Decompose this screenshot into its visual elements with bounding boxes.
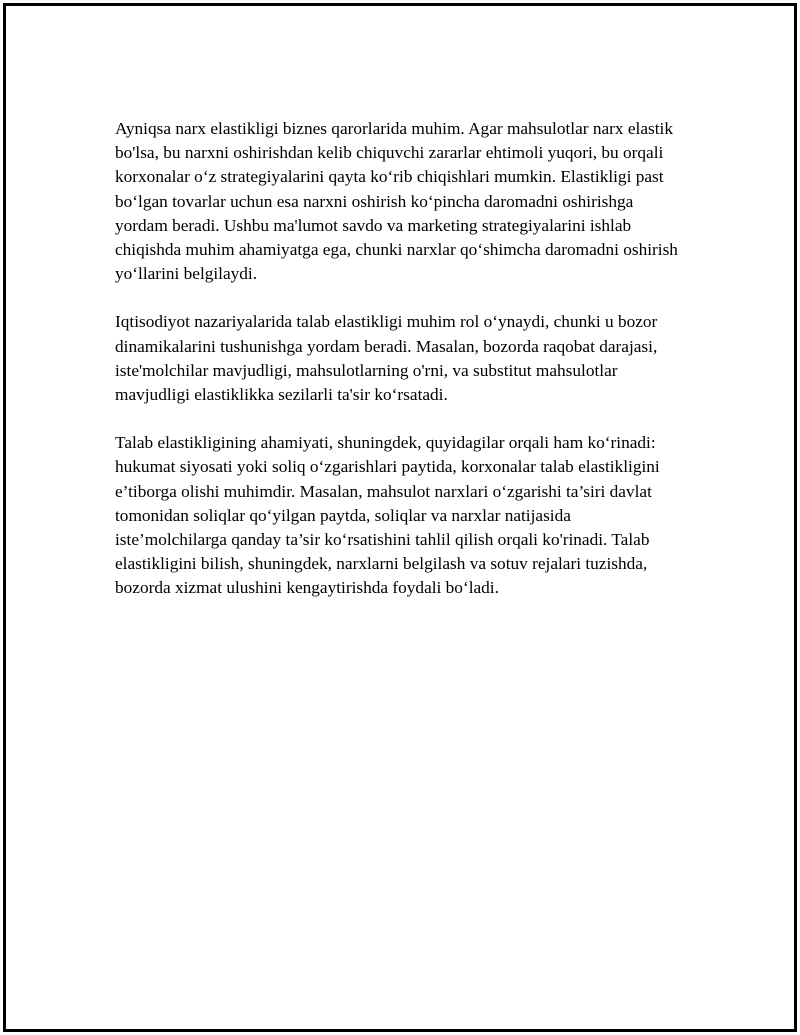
paragraph-economic-theory: Iqtisodiyot nazariyalarida talab elastikligi muhim rol o‘ynaydi, chunki u bozor dinamikalarini tushunishga yordam beradi. Masalan, bozorda raqobat darajasi, iste'molchilar mavjudligi, mahsulotlarning o'rni, va substitut mahsulotlar mavjudligi elastiklikka sezilarli ta'sir ko‘rsatadi. (115, 312, 658, 405)
paragraph-price-elasticity: Ayniqsa narx elastikligi biznes qarorlarida muhim. Agar mahsulotlar narx elastik bo'lsa, bu narxni oshirishdan kelib chiquvchi zararlar ehtimoli yuqori, bu orqali korxonalar o‘z strategiyalarini qayta ko‘rib chiqishlari mumkin. Elastikligi past bo‘lgan tovarlar uchun esa narxni oshirish ko‘pincha daromadni oshirishga yordam beradi. Ushbu ma'lumot savdo va marketing strategiyalarini ishlab chiqishda muhim ahamiyatga ega, chunki narxlar qo‘shimcha daromadni oshirish yo‘llarini belgilaydi. (115, 119, 678, 284)
paragraph-importance: Talab elastikligining ahamiyati, shuningdek, quyidagilar orqali ham ko‘rinadi: hukumat siyosati yoki soliq o‘zgarishlari paytida, korxonalar talab elastikligini e’tiborga olishi muhimdir. Masalan, mahsulot narxlari o‘zgarishi ta’siri davlat tomonidan soliqlar qo‘yilgan paytda, soliqlar va narxlar natijasida iste’molchilarga qanday ta’sir ko‘rsatishini tahlil qilish orqali ko'rinadi. Talab elastikligini bilish, shuningdek, narxlarni belgilash va sotuv rejalari tuzishda, bozorda xizmat ulushini kengaytirishda foydali bo‘ladi. (115, 433, 660, 598)
document-body (115, 117, 685, 625)
